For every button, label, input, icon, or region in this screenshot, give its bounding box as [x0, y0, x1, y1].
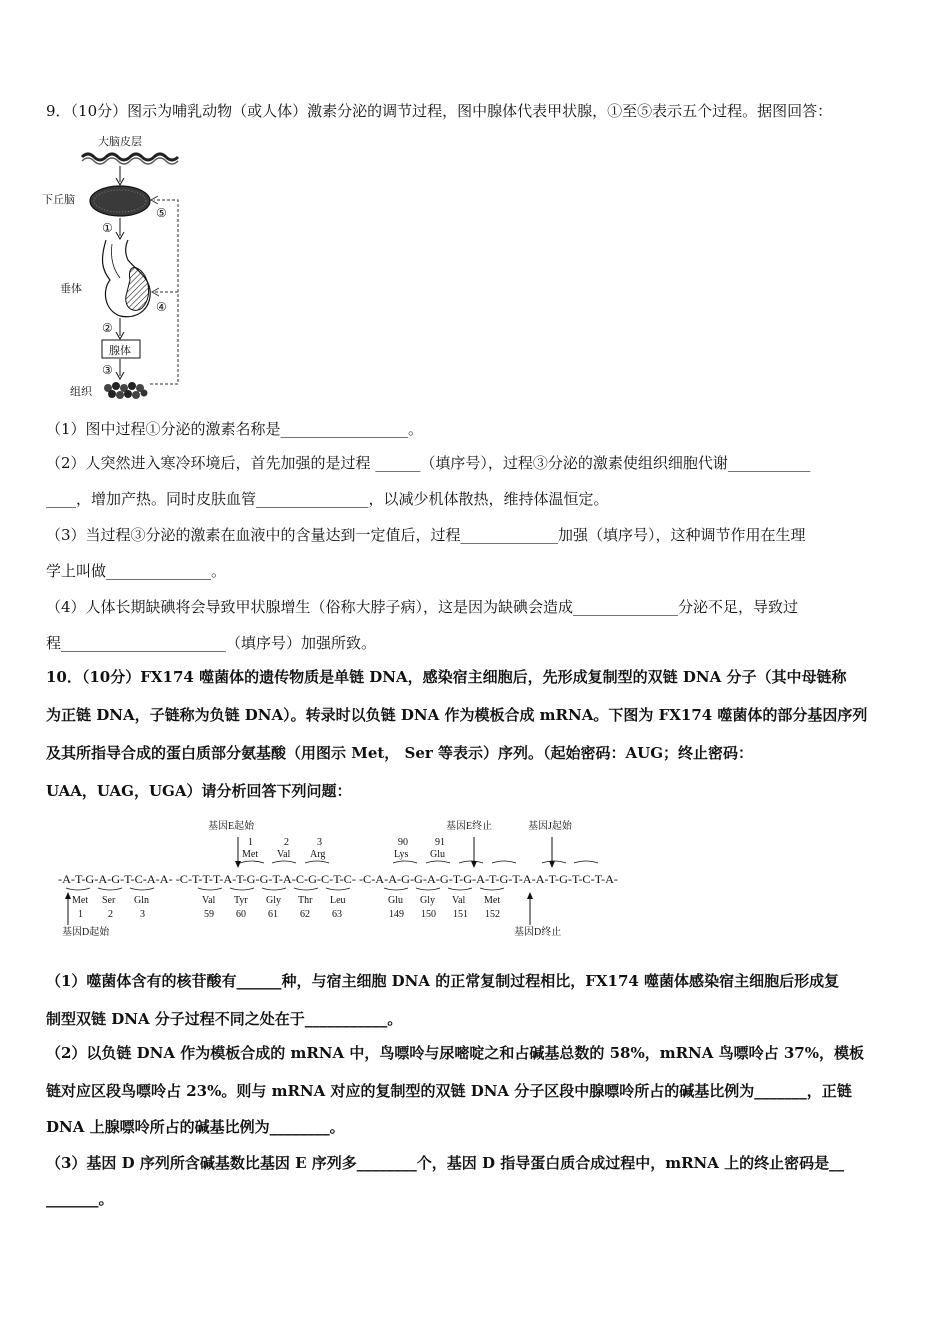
q10-sub1-line2: 制型双链 DNA 分子过程不同之处在于___________。	[46, 1010, 403, 1028]
q10-sub3-line1: （3）基因 D 序列所含碱基数比基因 E 序列多________个，基因 D 指导蛋白质合成过程中，mRNA 上的终止密码是__	[46, 1154, 845, 1172]
pituitary-posterior	[126, 268, 149, 311]
top-num-90: 90	[398, 837, 408, 848]
e-stop-arrow-head	[471, 861, 477, 868]
bottom-num-61: 61	[268, 909, 278, 920]
q9-sub2-line2: ____，增加产热。同时皮肤血管_______________，以减少机体散热，维持体温恒定。	[46, 490, 609, 508]
feedback-dashed-loop	[150, 200, 178, 384]
gland-label: 腺体	[109, 344, 131, 357]
top-num-2: 2	[284, 837, 289, 848]
top-num-91: 91	[435, 837, 445, 848]
dna-sequence: -A-T-G-A-G-T-C-A-A- -C-T-T-T-A-T-G-G-T-A-C-G-C-T-C- -C-A-A-G-G-A-G-T-G-A-T-G-T-A-A-T-G-T-C-T-A-	[58, 874, 619, 886]
bottom-num-1: 1	[78, 909, 83, 920]
bottom-num-3: 3	[140, 909, 145, 920]
q9-sub2-line1: （2）人突然进入寒冷环境后，首先加强的是过程 ______（填序号），过程③分泌的激素使组织细胞代谢___________	[46, 454, 811, 472]
gene-sequence-figure	[58, 815, 638, 943]
q10-sub2-line2: 链对应区段鸟嘌呤占 23%。则与 mRNA 对应的复制型的双链 DNA 分子区段中腺嘌呤所占的碱基比例为_______，正链	[46, 1082, 852, 1100]
bottom-aa-61: Gly	[266, 895, 281, 906]
bottom-aa-149: Glu	[388, 895, 403, 906]
bottom-aa-59: Val	[202, 895, 216, 906]
bottom-aa-60: Tyr	[234, 895, 248, 906]
bottom-num-149: 149	[389, 909, 404, 920]
bottom-aa-152: Met	[484, 895, 501, 906]
q9-sub3-line1: （3）当过程③分泌的激素在血液中的含量达到一定值后，过程_____________加强（填序号），这种调节作用在生理	[46, 526, 806, 544]
hypothalamus-shape	[90, 186, 150, 216]
bottom-aa-1: Met	[72, 895, 89, 906]
cortex-label: 大脑皮层	[98, 135, 142, 148]
q10-intro-line4: UAA，UAG，UGA）请分析回答下列问题：	[46, 782, 352, 800]
top-codon-brackets	[240, 861, 598, 863]
j-start-arrow-head	[549, 861, 555, 868]
gene-d-start-label: 基因D起始	[62, 927, 110, 938]
q9-sub3-line2: 学上叫做______________。	[46, 562, 227, 580]
top-num-1: 1	[248, 837, 253, 848]
q9-sub1: （1）图中过程①分泌的激素名称是_________________。	[46, 420, 424, 438]
q10-sub2-line3: DNA 上腺嘌呤所占的碱基比例为________。	[46, 1118, 345, 1136]
bottom-num-62: 62	[300, 909, 310, 920]
tissue-cells	[104, 382, 148, 399]
q10-intro-line3: 及其所指导合成的蛋白质部分氨基酸（用图示 Met， Ser 等表示）序列。（起始密码：AUG；终止密码：	[46, 744, 754, 762]
bottom-aa-3: Gln	[134, 895, 149, 906]
process-3-label: ③	[102, 363, 113, 377]
q10-sub2-line1: （2）以负链 DNA 作为模板合成的 mRNA 中，鸟嘌呤与尿嘧啶之和占碱基总数的 58%，mRNA 鸟嘌呤占 37%，模板	[46, 1044, 864, 1062]
gene-d-stop-label: 基因D终止	[514, 927, 562, 938]
bottom-num-152: 152	[485, 909, 500, 920]
top-num-3: 3	[317, 837, 322, 848]
bottom-num-150: 150	[421, 909, 436, 920]
top-aa-met: Met	[242, 849, 259, 860]
q10-intro-line1: 10．（10分）FX174 噬菌体的遗传物质是单链 DNA，感染宿主细胞后，先形成复制型的双链 DNA 分子（其中母链称	[46, 668, 847, 686]
bottom-aa-62: Thr	[298, 895, 313, 906]
bottom-aa-151: Val	[452, 895, 466, 906]
top-aa-lys: Lys	[394, 849, 409, 860]
process-5-label: ⑤	[156, 206, 167, 220]
bottom-num-151: 151	[453, 909, 468, 920]
bottom-num-row	[78, 909, 500, 920]
top-aa-glu: Glu	[430, 849, 445, 860]
e-start-arrow-head	[235, 861, 241, 868]
gene-e-stop-label: 基因E终止	[446, 821, 493, 832]
bottom-aa-63: Leu	[330, 895, 346, 906]
bottom-aa-2: Ser	[102, 895, 116, 906]
hormone-regulation-diagram	[40, 130, 200, 405]
top-aa-val: Val	[277, 849, 291, 860]
process-4-label: ④	[156, 300, 167, 314]
q9-sub4-line2: 程______________________（填序号）加强所致。	[46, 634, 377, 652]
d-stop-arrow-head	[527, 892, 533, 899]
q10-sub3-line2: _______。	[46, 1190, 114, 1208]
bottom-num-59: 59	[204, 909, 214, 920]
q9-sub4-line1: （4）人体长期缺碘将会导致甲状腺增生（俗称大脖子病），这是因为缺碘会造成______________分泌不足，导致过	[46, 598, 799, 616]
hypothalamus-label: 下丘脑	[42, 193, 75, 206]
bottom-codon-brackets	[66, 888, 504, 890]
q9-intro: 9．（10分）图示为哺乳动物（或人体）激素分泌的调节过程，图中腺体代表甲状腺，①至⑤表示五个过程。据图回答：	[46, 102, 833, 120]
bottom-num-60: 60	[236, 909, 246, 920]
top-aa-arg: Arg	[310, 849, 326, 860]
q10-intro-line2: 为正链 DNA，子链称为负链 DNA）。转录时以负链 DNA 作为模板合成 mRNA。下图为 FX174 噬菌体的部分基因序列	[46, 706, 868, 724]
bottom-aa-row	[72, 895, 500, 906]
bottom-num-63: 63	[332, 909, 342, 920]
bottom-num-2: 2	[108, 909, 113, 920]
tissue-label: 组织	[70, 385, 92, 398]
pituitary-label: 垂体	[60, 282, 82, 295]
process-1-label: ①	[102, 221, 113, 235]
bottom-aa-150: Gly	[420, 895, 435, 906]
d-start-arrow-head	[65, 892, 71, 899]
process-2-label: ②	[102, 321, 113, 335]
gene-e-start-label: 基因E起始	[208, 821, 255, 832]
gene-j-start-label: 基因J起始	[528, 821, 572, 832]
q10-sub1-line1: （1）噬菌体含有的核苷酸有______种，与宿主细胞 DNA 的正常复制过程相比，FX174 噬菌体感染宿主细胞后形成复	[46, 972, 840, 990]
